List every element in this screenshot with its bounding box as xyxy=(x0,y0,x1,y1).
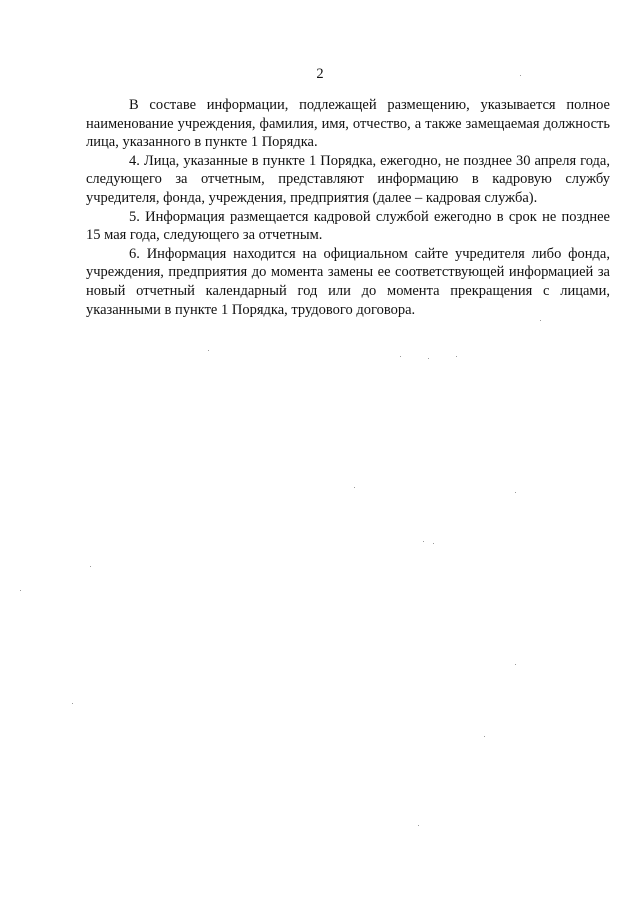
scan-speck xyxy=(428,358,429,359)
scan-speck xyxy=(520,75,521,76)
scan-speck xyxy=(354,487,355,488)
paragraph-composition: В составе информации, подлежащей размещению, указывается полное наименование учреждения, фамилия, имя, отчество, а также замещаемая должность лица, указанного в пункте 1 Порядка. xyxy=(86,97,610,151)
document-body xyxy=(86,96,610,319)
scan-speck xyxy=(456,356,457,357)
scan-speck xyxy=(423,541,424,542)
scan-speck xyxy=(208,350,209,351)
scan-speck xyxy=(20,590,21,591)
scan-speck xyxy=(540,320,541,321)
scan-speck xyxy=(433,543,434,544)
paragraph-5: 5. Информация размещается кадровой службой ежегодно в срок не позднее 15 мая года, следующего за отчетным. xyxy=(86,208,610,244)
scan-speck xyxy=(90,566,91,567)
scan-speck xyxy=(400,356,401,357)
scan-speck xyxy=(515,492,516,493)
page-number: 2 xyxy=(316,66,324,82)
scan-speck xyxy=(418,825,419,826)
scan-speck xyxy=(72,703,73,704)
paragraph-6: 6. Информация находится на официальном сайте учредителя либо фонда, учреждения, предприятия до момента замены ее соответствующей информацией за новый отчетный календарный год или до момента прекращения с лицами, указанными в пункте 1 Порядка, трудового договора. xyxy=(86,245,610,318)
scan-speck xyxy=(515,664,516,665)
scan-speck xyxy=(484,736,485,737)
paragraph-4: 4. Лица, указанные в пункте 1 Порядка, ежегодно, не позднее 30 апреля года, следующего за отчетным, представляют информацию в кадровую службу учредителя, фонда, учреждения, предприятия (далее – кадровая служба). xyxy=(86,152,610,206)
